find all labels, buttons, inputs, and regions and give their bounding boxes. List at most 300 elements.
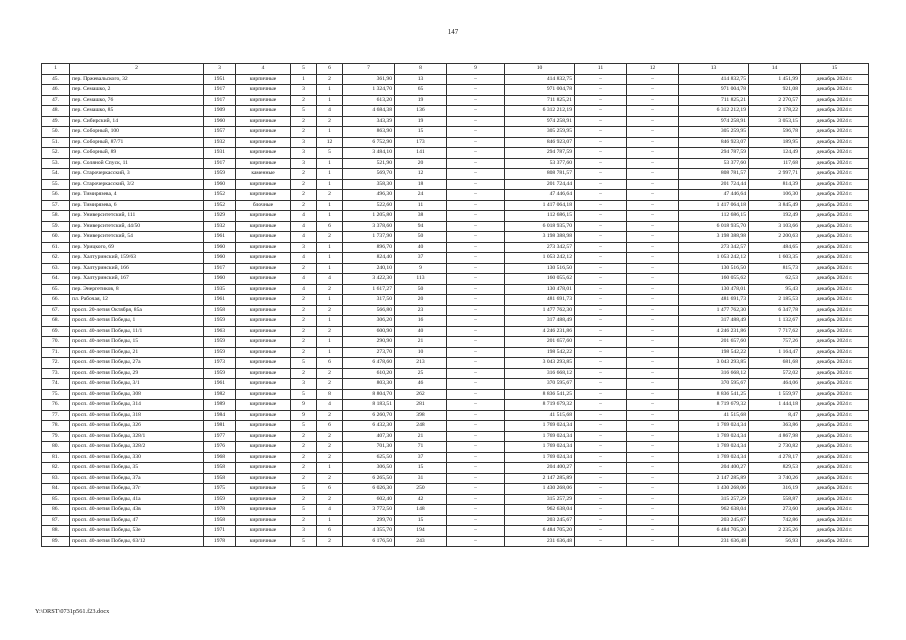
- table-cell: 23: [395, 305, 447, 316]
- table-cell: –: [627, 379, 679, 390]
- table-cell: 566,80: [343, 305, 395, 316]
- table-cell: кирпичные: [236, 400, 291, 411]
- table-cell: 1973: [204, 358, 236, 369]
- table-cell: декабрь 2024 г.: [801, 494, 869, 505]
- address-cell: пер. Университетский, 54: [70, 232, 204, 243]
- table-cell: 305 259,95: [505, 127, 575, 138]
- table-cell: 88.: [42, 526, 70, 537]
- table-cell: 6: [317, 484, 343, 495]
- table-cell: –: [447, 484, 505, 495]
- table-cell: –: [575, 505, 627, 516]
- table-cell: 1 430 268,06: [505, 484, 575, 495]
- table-cell: 3 198 388,98: [505, 232, 575, 243]
- column-number-row: [42, 64, 869, 75]
- column-number: 11: [575, 64, 627, 75]
- table-cell: 5: [291, 358, 317, 369]
- table-cell: 6 312 212,19: [505, 106, 575, 117]
- table-cell: 3: [291, 526, 317, 537]
- table-cell: 2: [291, 95, 317, 106]
- table-cell: 6: [317, 526, 343, 537]
- table-cell: 2: [317, 74, 343, 85]
- table-cell: –: [627, 326, 679, 337]
- table-cell: 3: [291, 158, 317, 169]
- table-cell: 306,50: [343, 463, 395, 474]
- table-cell: 45.: [42, 74, 70, 85]
- table-cell: –: [575, 179, 627, 190]
- table-cell: декабрь 2024 г.: [801, 232, 869, 243]
- table-cell: 8 804,70: [343, 389, 395, 400]
- table-cell: декабрь 2024 г.: [801, 400, 869, 411]
- table-cell: декабрь 2024 г.: [801, 410, 869, 421]
- column-number: 1: [42, 64, 70, 75]
- table-cell: 75.: [42, 389, 70, 400]
- table-cell: кирпичные: [236, 284, 291, 295]
- table-cell: 2: [317, 305, 343, 316]
- table-cell: –: [575, 347, 627, 358]
- table-cell: –: [627, 253, 679, 264]
- table-cell: кирпичные: [236, 389, 291, 400]
- table-cell: 2: [291, 169, 317, 180]
- table-cell: 81.: [42, 452, 70, 463]
- table-cell: 9: [395, 263, 447, 274]
- table-row: [42, 169, 869, 180]
- table-cell: 2: [317, 473, 343, 484]
- table-cell: 1 444,18: [749, 400, 801, 411]
- table-cell: –: [447, 127, 505, 138]
- table-cell: 46: [395, 379, 447, 390]
- table-cell: 2: [291, 337, 317, 348]
- table-cell: 15: [395, 127, 447, 138]
- table-cell: 4: [291, 221, 317, 232]
- table-cell: –: [575, 137, 627, 148]
- table-cell: 1959: [204, 494, 236, 505]
- address-cell: пер. Семашко, 85: [70, 106, 204, 117]
- address-cell: просп. 40-летия Победы, 308: [70, 389, 204, 400]
- table-cell: 6 018 935,70: [505, 221, 575, 232]
- table-cell: –: [627, 431, 679, 442]
- table-cell: –: [575, 473, 627, 484]
- table-cell: 4: [291, 232, 317, 243]
- table-row: [42, 326, 869, 337]
- table-cell: 55.: [42, 179, 70, 190]
- table-cell: 370 595,67: [679, 379, 749, 390]
- table-row: [42, 190, 869, 201]
- table-cell: 3 053,15: [749, 116, 801, 127]
- table-cell: 201 657,60: [505, 337, 575, 348]
- table-cell: 53 377,60: [679, 158, 749, 169]
- table-row: [42, 158, 869, 169]
- page-number: 147: [447, 28, 459, 36]
- table-cell: –: [575, 221, 627, 232]
- table-row: [42, 473, 869, 484]
- table-cell: кирпичные: [236, 358, 291, 369]
- table-cell: декабрь 2024 г.: [801, 526, 869, 537]
- table-cell: 231 636,48: [679, 536, 749, 547]
- table-cell: 962 638,04: [679, 505, 749, 516]
- table-row: [42, 148, 869, 159]
- table-cell: 681,68: [749, 358, 801, 369]
- table-cell: –: [627, 179, 679, 190]
- table-cell: –: [627, 85, 679, 96]
- table-cell: 273 342,57: [505, 242, 575, 253]
- table-cell: –: [627, 442, 679, 453]
- column-number: 2: [70, 64, 204, 75]
- table-cell: –: [575, 211, 627, 222]
- table-row: [42, 232, 869, 243]
- table-row: [42, 106, 869, 117]
- address-cell: пер. Энергетиков, 8: [70, 284, 204, 295]
- address-cell: пер. Семашко, 2: [70, 85, 204, 96]
- table-cell: 5: [291, 106, 317, 117]
- table-cell: 42: [395, 494, 447, 505]
- table-cell: 569,70: [343, 169, 395, 180]
- table-cell: 6 484 705,20: [679, 526, 749, 537]
- table-cell: 1 205,80: [343, 211, 395, 222]
- table-cell: –: [627, 421, 679, 432]
- table-cell: 2 147 285,89: [505, 473, 575, 484]
- table-cell: –: [447, 263, 505, 274]
- table-cell: –: [575, 274, 627, 285]
- table-cell: 53.: [42, 158, 70, 169]
- table-cell: –: [575, 421, 627, 432]
- table-cell: кирпичные: [236, 148, 291, 159]
- table-cell: –: [575, 295, 627, 306]
- table-cell: –: [627, 200, 679, 211]
- table-cell: 4 246 231,86: [679, 326, 749, 337]
- table-cell: кирпичные: [236, 463, 291, 474]
- table-cell: 1 164,47: [749, 347, 801, 358]
- table-cell: декабрь 2024 г.: [801, 211, 869, 222]
- table-cell: кирпичные: [236, 179, 291, 190]
- table-cell: кирпичные: [236, 158, 291, 169]
- table-cell: декабрь 2024 г.: [801, 347, 869, 358]
- table-cell: 1 053 242,12: [505, 253, 575, 264]
- table-cell: –: [575, 148, 627, 159]
- table-cell: –: [447, 190, 505, 201]
- table-cell: 80.: [42, 442, 70, 453]
- address-cell: пер. Семашко, 76: [70, 95, 204, 106]
- table-cell: –: [447, 316, 505, 327]
- table-cell: 2: [317, 379, 343, 390]
- table-row: [42, 337, 869, 348]
- column-number: 13: [679, 64, 749, 75]
- table-cell: 294 787,59: [679, 148, 749, 159]
- table-cell: кирпичные: [236, 106, 291, 117]
- address-cell: просп. 40-летия Победы, 15: [70, 337, 204, 348]
- table-cell: 1 769 024,34: [505, 431, 575, 442]
- table-row: [42, 95, 869, 106]
- table-cell: 240,10: [343, 263, 395, 274]
- table-cell: 21: [395, 337, 447, 348]
- table-cell: 8,47: [749, 410, 801, 421]
- table-cell: –: [447, 284, 505, 295]
- table-cell: 361,90: [343, 74, 395, 85]
- table-cell: 1959: [204, 337, 236, 348]
- table-cell: –: [627, 463, 679, 474]
- table-row: [42, 316, 869, 327]
- table-cell: 3 484,10: [343, 148, 395, 159]
- table-cell: 213: [395, 358, 447, 369]
- address-cell: пер. Урицкого, 69: [70, 242, 204, 253]
- table-cell: 2: [291, 305, 317, 316]
- table-row: [42, 263, 869, 274]
- table-cell: 1978: [204, 536, 236, 547]
- table-cell: 1 769 024,34: [679, 452, 749, 463]
- column-number: 8: [395, 64, 447, 75]
- table-cell: 86.: [42, 505, 70, 516]
- table-cell: каменные: [236, 169, 291, 180]
- table-cell: 173: [395, 137, 447, 148]
- table-cell: –: [575, 442, 627, 453]
- table-cell: 2: [291, 442, 317, 453]
- table-cell: кирпичные: [236, 421, 291, 432]
- table-cell: 711 825,21: [505, 95, 575, 106]
- table-cell: 2: [291, 368, 317, 379]
- table-cell: 1: [317, 347, 343, 358]
- table-cell: 25: [395, 368, 447, 379]
- table-cell: 6 260,70: [343, 410, 395, 421]
- table-cell: 4 684,38: [343, 106, 395, 117]
- table-cell: 305 259,95: [679, 127, 749, 138]
- table-row: [42, 179, 869, 190]
- table-cell: 2 235,26: [749, 526, 801, 537]
- table-cell: 8 719 679,32: [679, 400, 749, 411]
- table-cell: –: [627, 95, 679, 106]
- table-cell: 625,50: [343, 452, 395, 463]
- table-cell: –: [627, 74, 679, 85]
- table-cell: –: [575, 95, 627, 106]
- table-cell: 610,20: [343, 368, 395, 379]
- table-cell: 2: [291, 263, 317, 274]
- table-cell: 1: [317, 169, 343, 180]
- table-cell: 65: [395, 85, 447, 96]
- table-cell: 1 324,70: [343, 85, 395, 96]
- address-cell: пер. Тимирязева, 4: [70, 190, 204, 201]
- table-cell: 316 668,12: [679, 368, 749, 379]
- table-cell: –: [627, 389, 679, 400]
- address-cell: пер. Сибирский, 14: [70, 116, 204, 127]
- table-cell: 711 825,21: [679, 95, 749, 106]
- table-cell: –: [575, 358, 627, 369]
- table-cell: –: [627, 347, 679, 358]
- table-cell: 71: [395, 442, 447, 453]
- table-cell: 3 378,60: [343, 221, 395, 232]
- table-cell: –: [575, 253, 627, 264]
- table-cell: 203 245,67: [505, 515, 575, 526]
- table-cell: –: [447, 85, 505, 96]
- table-row: [42, 505, 869, 516]
- table-cell: 316,19: [749, 484, 801, 495]
- table-cell: 3: [291, 379, 317, 390]
- table-cell: декабрь 2024 г.: [801, 358, 869, 369]
- table-cell: 1917: [204, 158, 236, 169]
- table-cell: 82.: [42, 463, 70, 474]
- table-cell: –: [447, 442, 505, 453]
- table-cell: –: [575, 400, 627, 411]
- table-cell: 2: [317, 536, 343, 547]
- table-cell: декабрь 2024 г.: [801, 305, 869, 316]
- table-cell: 2: [291, 116, 317, 127]
- table-row: [42, 452, 869, 463]
- table-cell: декабрь 2024 г.: [801, 179, 869, 190]
- table-cell: –: [447, 274, 505, 285]
- table-cell: 4 246 231,86: [505, 326, 575, 337]
- table-cell: 1968: [204, 452, 236, 463]
- table-cell: 1917: [204, 85, 236, 96]
- table-cell: –: [575, 305, 627, 316]
- table-cell: 971 004,78: [679, 85, 749, 96]
- table-cell: 1978: [204, 505, 236, 516]
- table-cell: –: [447, 473, 505, 484]
- table-cell: 21: [395, 431, 447, 442]
- table-cell: 4: [317, 400, 343, 411]
- table-cell: 2: [317, 284, 343, 295]
- table-cell: 40: [395, 242, 447, 253]
- table-cell: 370 595,67: [505, 379, 575, 390]
- table-cell: 4 355,70: [343, 526, 395, 537]
- table-cell: 77.: [42, 410, 70, 421]
- table-cell: декабрь 2024 г.: [801, 368, 869, 379]
- address-cell: просп. 40-летия Победы, 35: [70, 463, 204, 474]
- table-cell: декабрь 2024 г.: [801, 442, 869, 453]
- table-cell: декабрь 2024 г.: [801, 316, 869, 327]
- table-cell: 51.: [42, 137, 70, 148]
- table-cell: декабрь 2024 г.: [801, 263, 869, 274]
- table-cell: кирпичные: [236, 452, 291, 463]
- table-cell: декабрь 2024 г.: [801, 127, 869, 138]
- table-row: [42, 127, 869, 138]
- table-cell: –: [627, 515, 679, 526]
- table-cell: –: [447, 253, 505, 264]
- table-cell: 1961: [204, 295, 236, 306]
- table-cell: 1: [317, 515, 343, 526]
- table-cell: 974 258,91: [679, 116, 749, 127]
- table-cell: 87.: [42, 515, 70, 526]
- table-cell: 58.: [42, 211, 70, 222]
- table-cell: 50.: [42, 127, 70, 138]
- table-cell: –: [627, 337, 679, 348]
- table-cell: 6 265,50: [343, 473, 395, 484]
- table-row: [42, 536, 869, 547]
- table-cell: 1: [317, 211, 343, 222]
- table-cell: 2: [317, 494, 343, 505]
- table-cell: 8 719 679,32: [505, 400, 575, 411]
- table-cell: –: [447, 326, 505, 337]
- table-cell: 71.: [42, 347, 70, 358]
- address-cell: просп. 40-летия Победы, 53е: [70, 526, 204, 537]
- table-cell: декабрь 2024 г.: [801, 148, 869, 159]
- table-cell: 1981: [204, 421, 236, 432]
- table-cell: кирпичные: [236, 253, 291, 264]
- table-cell: декабрь 2024 г.: [801, 74, 869, 85]
- table-cell: кирпичные: [236, 274, 291, 285]
- address-cell: просп. 40-летия Победы, 21: [70, 347, 204, 358]
- table-cell: 160 055,62: [505, 274, 575, 285]
- table-cell: –: [575, 515, 627, 526]
- table-cell: 231 636,48: [505, 536, 575, 547]
- table-cell: 2: [291, 431, 317, 442]
- table-cell: кирпичные: [236, 190, 291, 201]
- table-cell: 6 752,90: [343, 137, 395, 148]
- table-row: [42, 442, 869, 453]
- table-cell: 106,30: [749, 190, 801, 201]
- table-cell: –: [447, 137, 505, 148]
- table-row: [42, 253, 869, 264]
- table-row: [42, 74, 869, 85]
- address-cell: просп. 40-летия Победы, 43в: [70, 505, 204, 516]
- table-cell: 3 772,50: [343, 505, 395, 516]
- table-cell: 1: [317, 463, 343, 474]
- table-cell: 317 488,49: [505, 316, 575, 327]
- table-cell: 2: [317, 232, 343, 243]
- table-cell: 130 516,50: [679, 263, 749, 274]
- table-cell: 113: [395, 274, 447, 285]
- table-cell: кирпичные: [236, 505, 291, 516]
- address-cell: пер. Старочеркасский, 3: [70, 169, 204, 180]
- table-cell: 896,70: [343, 242, 395, 253]
- table-cell: –: [575, 536, 627, 547]
- table-cell: 1935: [204, 284, 236, 295]
- table-cell: 243: [395, 536, 447, 547]
- address-cell: пер. Университетский, 111: [70, 211, 204, 222]
- table-cell: –: [447, 358, 505, 369]
- table-cell: кирпичные: [236, 116, 291, 127]
- table-cell: 136: [395, 106, 447, 117]
- table-cell: 273,70: [343, 347, 395, 358]
- table-cell: 2: [291, 316, 317, 327]
- table-cell: 6 478,60: [343, 358, 395, 369]
- table-cell: 1951: [204, 74, 236, 85]
- table-cell: 62.: [42, 253, 70, 264]
- table-cell: –: [575, 74, 627, 85]
- table-cell: 2 147 285,89: [679, 473, 749, 484]
- table-cell: 5: [291, 421, 317, 432]
- table-cell: 2: [291, 295, 317, 306]
- table-cell: 1: [317, 95, 343, 106]
- table-cell: –: [627, 106, 679, 117]
- table-cell: 522,60: [343, 200, 395, 211]
- table-cell: 1982: [204, 389, 236, 400]
- file-path-footer: Y:\ORST\0731p561.f23.docx: [35, 608, 110, 615]
- table-cell: 1 132,67: [749, 316, 801, 327]
- table-cell: 1952: [204, 190, 236, 201]
- table-cell: –: [575, 158, 627, 169]
- table-cell: 3 043 293,85: [679, 358, 749, 369]
- table-cell: –: [627, 536, 679, 547]
- table-cell: 2: [291, 347, 317, 358]
- table-cell: 1960: [204, 179, 236, 190]
- table-cell: 1: [317, 200, 343, 211]
- table-cell: –: [447, 347, 505, 358]
- table-cell: 572,02: [749, 368, 801, 379]
- table-cell: 248: [395, 421, 447, 432]
- table-cell: 273 342,57: [679, 242, 749, 253]
- table-cell: 2: [291, 179, 317, 190]
- table-cell: 701,30: [343, 442, 395, 453]
- table-cell: 808 781,57: [679, 169, 749, 180]
- table-cell: декабрь 2024 г.: [801, 326, 869, 337]
- table-cell: 815,73: [749, 263, 801, 274]
- table-cell: –: [575, 452, 627, 463]
- table-cell: 130 478,01: [505, 284, 575, 295]
- table-cell: 1: [317, 158, 343, 169]
- table-cell: –: [627, 242, 679, 253]
- table-cell: 12: [317, 137, 343, 148]
- table-row: [42, 137, 869, 148]
- table-row: [42, 221, 869, 232]
- table-cell: –: [575, 106, 627, 117]
- table-cell: 1 769 024,34: [679, 421, 749, 432]
